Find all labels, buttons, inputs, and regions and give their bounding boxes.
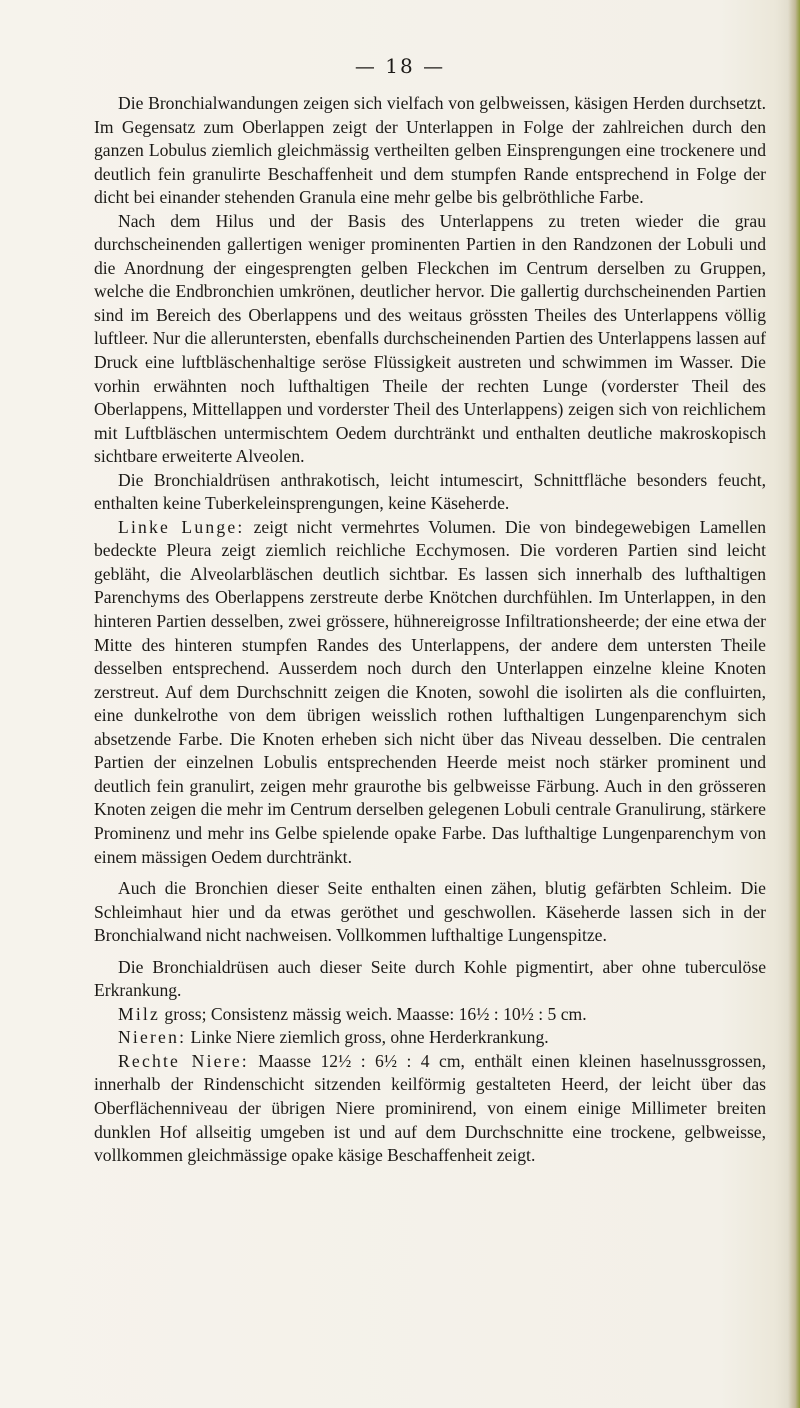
body-text xyxy=(94,92,766,1168)
paragraph: Milz gross; Consistenz mässig weich. Maasse: 16½ : 10½ : 5 cm. xyxy=(118,1003,587,1024)
page-edge xyxy=(788,0,800,1408)
section-lead: Linke Lunge: xyxy=(118,516,245,537)
paragraph: Rechte Niere: Maasse 12½ : 6½ : 4 cm, enthält einen kleinen haselnussgrossen, innerhalb der Rindenschicht sitzenden keilförmig gestalteten Heerd, der leicht über das Oberflächenniveau der übrigen Niere prominirend, von einem einige Millimeter breiten dunklen Hof allseitig umgeben ist und auf dem Durchschnitte eine trockene, gelbweisse, vollkommen gleichmässige opake käsige Beschaffenheit zeigt. xyxy=(94,1050,766,1166)
section-lead: Milz xyxy=(118,1003,161,1024)
paragraph: Die Bronchialdrüsen anthrakotisch, leicht intumescirt, Schnittfläche besonders feucht, enthalten keine Tuberkeleinsprengungen, keine Käseherde. xyxy=(94,469,766,514)
paragraph: Nieren: Linke Niere ziemlich gross, ohne Herderkrankung. xyxy=(118,1027,549,1048)
paragraph: Die Bronchialwandungen zeigen sich vielfach von gelbweissen, käsigen Herden durchsetzt. Im Gegensatz zum Oberlappen zeigt der Unterlappen in Folge der zahlreichen durch den ganzen Lobulus ziemlich gleichmässig vertheilten gelben Einsprengungen eine trockenere und deutlich fein granulirte Beschaffenheit und dem stumpfen Rande entsprechend in Folge der dicht bei einander stehenden Granula eine mehr gelbe bis gelbröthliche Farbe. xyxy=(94,93,766,208)
paragraph: Die Bronchialdrüsen auch dieser Seite durch Kohle pigmentirt, aber ohne tuberculöse Erkrankung. xyxy=(94,956,766,1001)
paragraph: Nach dem Hilus und der Basis des Unterlappens zu treten wieder die grau durchscheinenden gallertigen weniger prominenten Partien in den Randzonen der Lobuli und die Anordnung der eingesprengten gelben Fleckchen im Centrum derselben zu Gruppen, welche die Endbronchien umkrönen, deutlicher hervor. Die gallertig durchscheinenden Partien sind im Bereich des Oberlappens und des weitaus grössten Theiles des Unterlappens völlig luftleer. Nur die alleruntersten, ebenfalls durchscheinenden Partien des Unterlappens lassen auf Druck eine luftbläschenhaltige seröse Flüssigkeit austreten und schwimmen im Wasser. Die vorhin erwähnten noch lufthaltigen Theile der rechten Lunge (vorderster Theil des Oberlappens, Mittellappen und vorderster Theil des Unterlappens) zeigen sich von reichlichem mit Luftbläschen untermischtem Oedem durchtränkt und enthalten deutliche makroskopisch sichtbare erweiterte Alveolen. xyxy=(94,210,766,467)
section-lead: Rechte Niere: xyxy=(118,1050,249,1071)
section-lead: Nieren: xyxy=(118,1027,187,1048)
page-number: — 18 — xyxy=(354,54,446,78)
paragraph: Linke Lunge: zeigt nicht vermehrtes Volumen. Die von bindegewebigen Lamellen bedeckte Pleura zeigt ziemlich reichliche Ecchymosen. Die vorderen Partien sind leicht gebläht, die Alveolarbläschen deutlich sichtbar. Es lassen sich innerhalb des lufthaltigen Parenchyms des Oberlappens zerstreute derbe Knötchen durchfühlen. Im Unterlappen, in den hinteren Partien desselben, zwei grössere, hühnereigrosse Infiltrationsheerde; der eine etwa der Mitte des hinteren stumpfen Randes des Unterlappens, der andere dem untersten Theile desselben entsprechend. Ausserdem noch durch den Unterlappen einzelne kleine Knoten zerstreut. Auf dem Durchschnitt zeigen die Knoten, sowohl die isolirten als die confluirten, eine dunkelrothe von dem übrigen weisslich rothen lufthaltigen Lungenparenchym sich absetzende Farbe. Die Knoten erheben sich nicht über das Niveau desselben. Die centralen Partien der einzelnen Lobulis entsprechenden Heerde meist noch stärker prominent und deutlich fein granulirt, zeigen mehr graurothe bis gelbweisse Färbung. Auch in den grösseren Knoten zeigen die mehr im Centrum derselben gelegenen Lobuli centrale Granulirung, stärkere Prominenz und mehr ins Gelbe spielende opake Farbe. Das lufthaltige Lungenparenchym von einem mässigen Oedem durchtränkt. xyxy=(94,516,767,867)
paragraph: Auch die Bronchien dieser Seite enthalten einen zähen, blutig gefärbten Schleim. Die Schleimhaut hier und da etwas geröthet und geschwollen. Käseherde lassen sich in der Bronchialwand nicht nachweisen. Vollkommen lufthaltige Lungenspitze. xyxy=(94,878,766,946)
